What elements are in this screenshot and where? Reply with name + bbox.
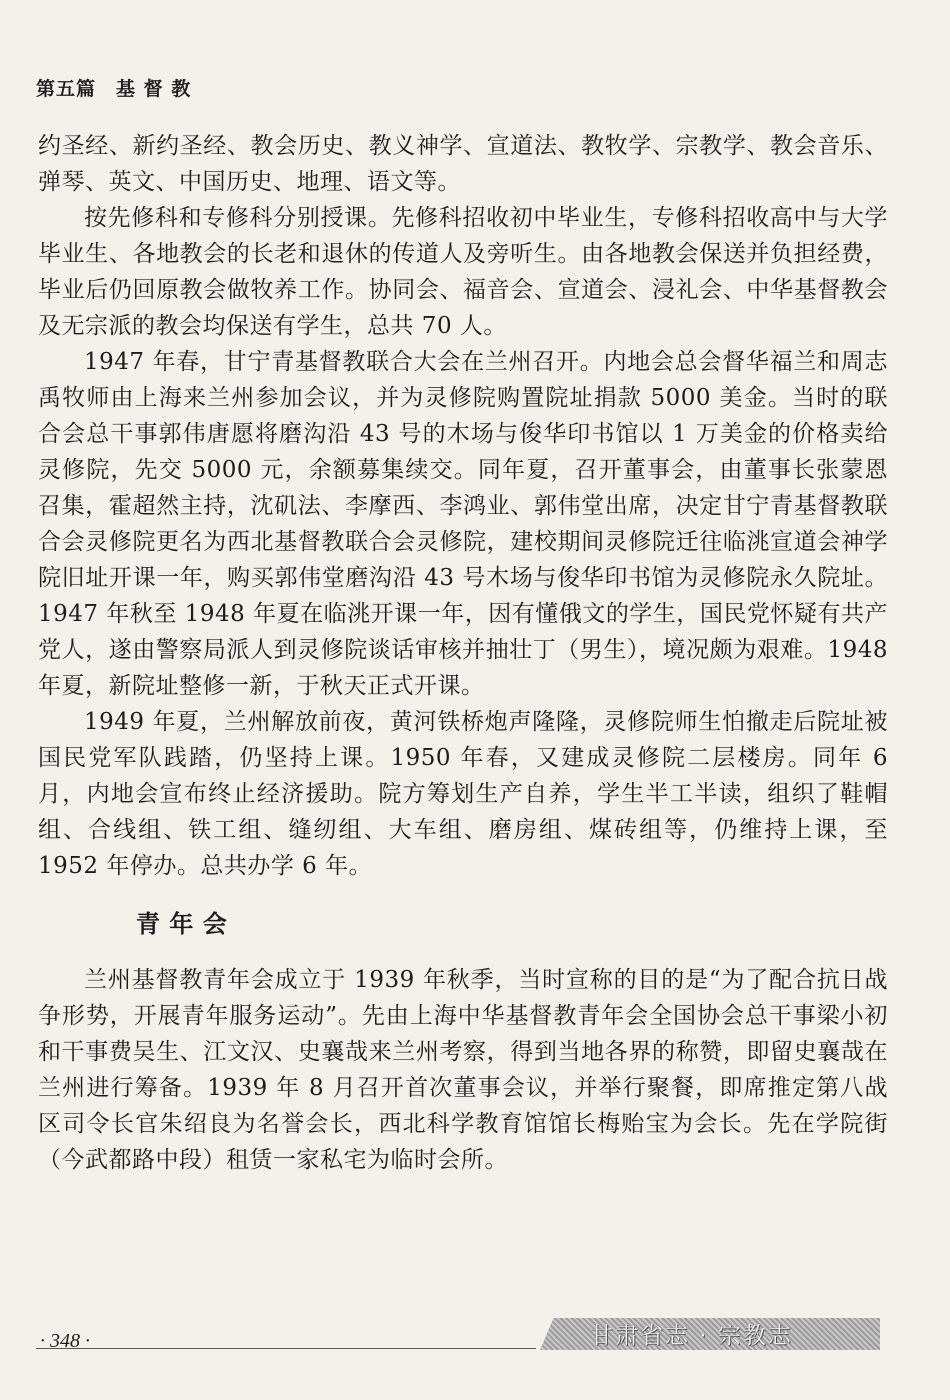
body-text — [38, 128, 888, 1178]
paragraph: 兰州基督教青年会成立于 1939 年秋季，当时宣称的目的是“为了配合抗日战争形势，开展青年服务运动”。先由上海中华基督教青年会全国协会总干事梁小初和干事费吴生、江文汉、史襄哉来兰州考察，得到当地各界的称赞，即留史襄哉在兰州进行筹备。1939 年 8 月召开首次董事会议，并举行聚餐，即席推定第八战区司令长官朱绍良为名誉会长，西北科学教育馆馆长梅贻宝为会长。先在学院街（今武都路中段）租赁一家私宅为临时会所。 — [38, 967, 888, 1173]
running-head: 第五篇 基 督 教 — [36, 78, 192, 100]
page-number: · 348 · — [40, 1330, 90, 1352]
section-heading: 青 年 会 — [136, 910, 228, 938]
paragraph: 按先修科和专修科分别授课。先修科招收初中毕业生，专修科招收高中与大学毕业生、各地教会的长老和退休的传道人及旁听生。由各地教会保送并负担经费，毕业后仍回原教会做牧养工作。协同会、福音会、宣道会、浸礼会、中华基督教会及无宗派的教会均保送有学生，总共 70 人。 — [38, 205, 888, 339]
paragraph: 1947 年春，甘宁青基督教联合大会在兰州召开。内地会总会督华福兰和周志禹牧师由上海来兰州参加会议，并为灵修院购置院址捐款 5000 美金。当时的联合会总干事郭伟唐愿将磨沟沿 43 号的木场与俊华印书馆以 1 万美金的价格卖给灵修院，先交 5000 元，余额募集续交。同年夏，召开董事会，由董事长张蒙恩召集，霍超然主持，沈矶法、李摩西、李鸿业、郭伟堂出席，决定甘宁青基督教联合会灵修院更名为西北基督教联合会灵修院，建校期间灵修院迁往临洮宣道会神学院旧址开课一年，购买郭伟堂磨沟沿 43 号木场与俊华印书馆为灵修院永久院址。1947 年秋至 1948 年夏在临洮开课一年，因有懂俄文的学生，国民党怀疑有共产党人，遂由警察局派人到灵修院谈话审核并抽壮丁（男生），境况颇为艰难。1948 年夏，新院址整修一新，于秋天正式开课。 — [38, 349, 888, 699]
book-title: 甘肃省志 · 宗教志 — [590, 1323, 793, 1349]
paragraph-continuation: 约圣经、新约圣经、教会历史、教义神学、宣道法、教牧学、宗教学、教会音乐、弹琴、英文、中国历史、地理、语文等。 — [38, 133, 888, 195]
footer-rule — [36, 1348, 536, 1349]
paragraph: 1949 年夏，兰州解放前夜，黄河铁桥炮声隆隆，灵修院师生怕撤走后院址被国民党军队践踏，仍坚持上课。1950 年春，又建成灵修院二层楼房。同年 6 月，内地会宣布终止经济援助。院方筹划生产自养，学生半工半读，组织了鞋帽组、合线组、铁工组、缝纫组、大车组、磨房组、煤砖组等，仍维持上课，至 1952 年停办。总共办学 6 年。 — [38, 709, 888, 879]
